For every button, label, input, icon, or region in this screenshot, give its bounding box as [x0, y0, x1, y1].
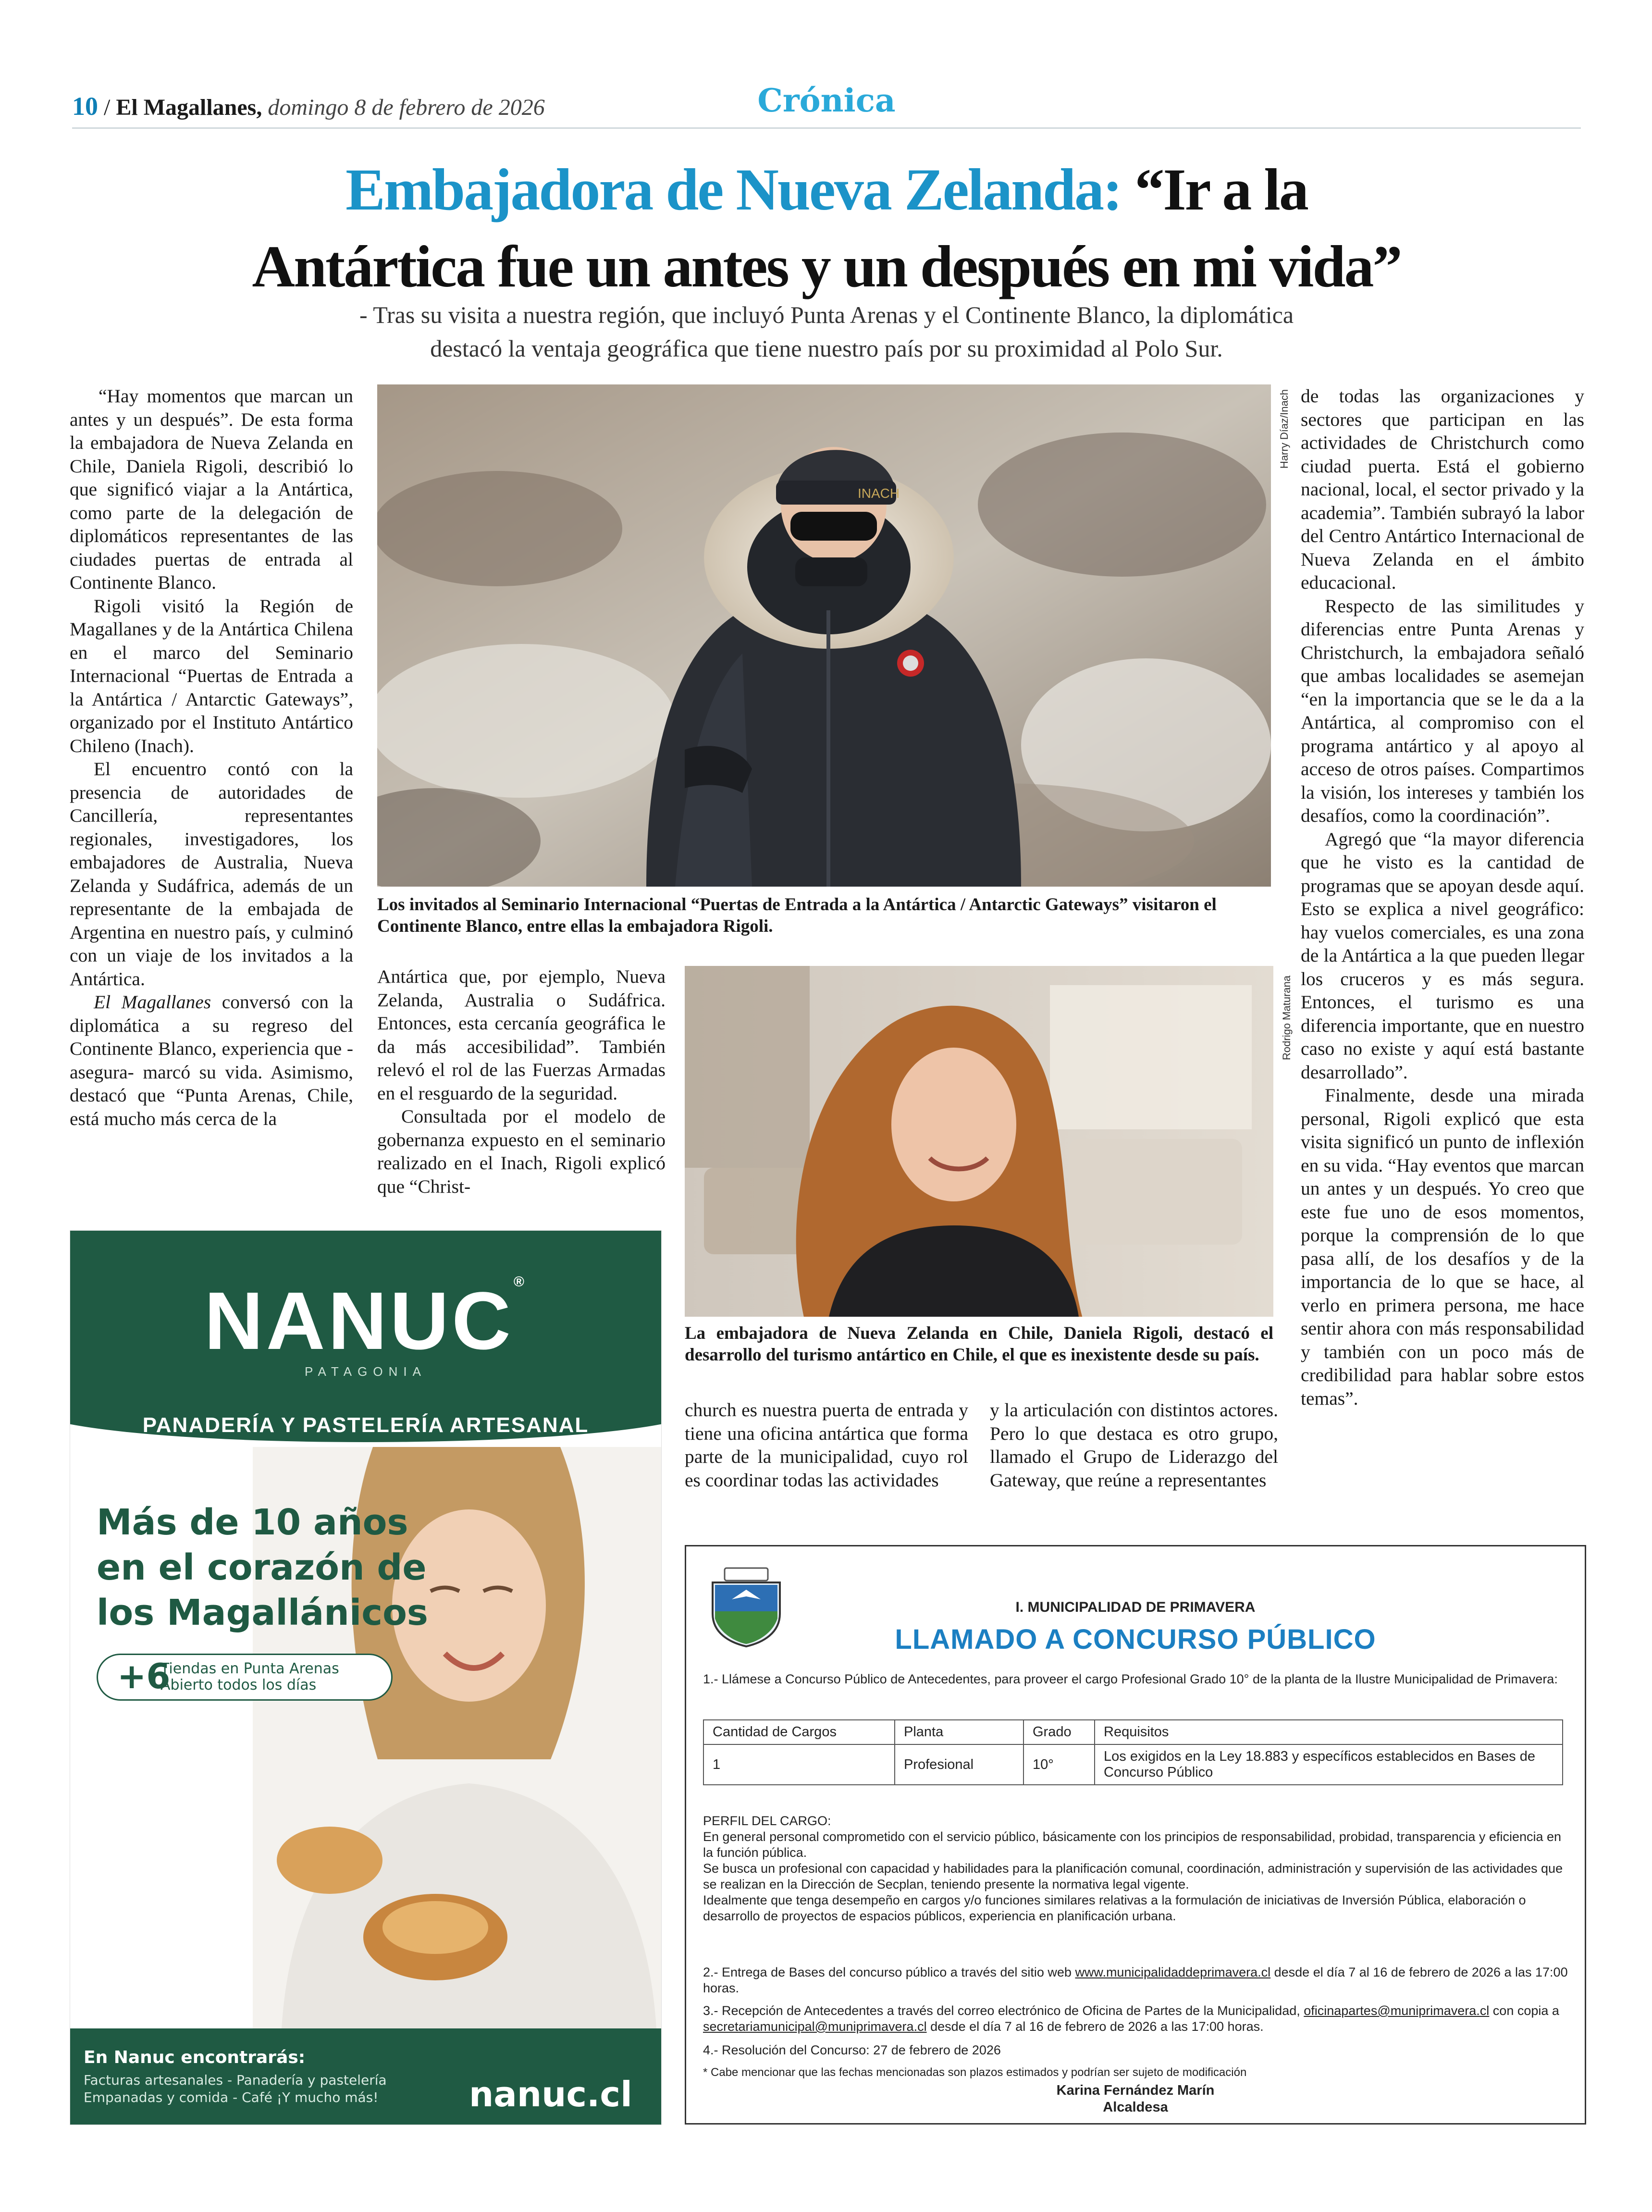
photo1-credit: Harry Díaz/Inach — [1278, 389, 1290, 469]
paragraph: “Hay momentos que marcan un antes y un después”. De esta forma la embajadora de Nueva Zelanda en Chile, Daniela Rigoli, describió lo que significó viajar a la Antártica, como parte de la delegación de diplomáticos representantes de las ciudades puertas de entrada al Continente Blanco. — [70, 385, 353, 593]
stores-count: +6 — [117, 1656, 171, 1696]
ad-tagline — [97, 1500, 481, 1635]
deck-line-1: - Tras su visita a nuestra región, que incluyó Punta Arenas y el Continente Blanco, la diplomática — [359, 301, 1294, 328]
item3-text: 3.- Recepción de Antecedentes a través del correo electrónico de Oficina de Partes de la Municipalidad, — [703, 2003, 1304, 2018]
paragraph: y la articulación con distintos actores. Pero lo que destaca es otro grupo, llamado el Grupo de Liderazgo del Gateway, que reúne a representantes — [990, 1399, 1278, 1491]
ad-encontraras: En Nanuc encontrarás: — [84, 2048, 306, 2067]
stores-line-2: Abierto todos los días — [160, 1677, 317, 1693]
photo1-caption: Los invitados al Seminario Internacional “Puertas de Entrada a la Antártica / Antarctic Gateways” visitaron el Continente Blanco, entre ellas la embajadora Rigoli. — [377, 895, 1217, 936]
notice-item-3 — [703, 2003, 1568, 2035]
deck-line-2: destacó la ventaja geográfica que tiene nuestro país por su proximidad al Polo Sur. — [430, 335, 1223, 362]
paragraph: Rigoli visitó la Región de Magallanes y de la Antártica Chilena en el marco del Seminario Internacional “Puertas de Entrada a la Antártica / Antarctic Gateways”, organizado por el Instituto Antártico Chileno (Inach). — [70, 595, 353, 756]
ad-logo-sub: PATAGONIA — [305, 1364, 427, 1379]
table-header: Cantidad de Cargos — [703, 1720, 895, 1744]
ad-website-link[interactable]: nanuc.cl — [469, 2074, 632, 2114]
notice-item-4: 4.- Resolución del Concurso: 27 de febrero de 2026 — [703, 2043, 1001, 2057]
item3-text-mid: con copia a — [1489, 2003, 1559, 2018]
photo-antarctica — [377, 384, 1271, 887]
table-cell: Profesional — [895, 1744, 1023, 1785]
ad-logo — [70, 1274, 661, 1368]
notice-item-1: 1.- Llámese a Concurso Público de Antecedentes, para proveer el cargo Profesional Grado 10° de la planta de la Ilustre Municipalidad de Primavera: — [703, 1672, 1558, 1686]
headline-accent: Embajadora de Nueva Zelanda: — [345, 157, 1122, 222]
secretaria-email-link[interactable]: secretariamunicipal@muniprimavera.cl — [703, 2019, 927, 2034]
profile-line: Idealmente que tenga desempeño en cargos y/o funciones similares relativas a la formulación de iniciativas de Inversión Pública, elaboración o desarrollo de proyectos de espacios públicos, experiencia en planificación urbana. — [703, 1893, 1526, 1923]
signer-name: Karina Fernández Marín — [1056, 2083, 1215, 2098]
notice-profile — [703, 1813, 1568, 1924]
stores-line-1: Tiendas en Punta Arenas — [160, 1660, 339, 1677]
photo2-caption: La embajadora de Nueva Zelanda en Chile, Daniela Rigoli, destacó el desarrollo del turismo antártico en Chile, el que es inexistente desde su país. — [685, 1323, 1273, 1365]
paragraph: Agregó que “la mayor diferencia que he visto es la cantidad de programas que se apoyan desde aquí. Esto se explica a nivel geográfico: hay vuelos comerciales, es una zona de la Antártica a la que pueden llegar los cruceros y es más segura. Entonces, el turismo es una diferencia importante, que en nuestro caso no existe y aquí está bastante desarrollado”. — [1301, 828, 1584, 1083]
profile-line: En general personal comprometido con el servicio público, básicamente con los principios de responsabilidad, probidad, transparencia y eficiencia en la función pública. — [703, 1829, 1562, 1860]
table-header: Planta — [895, 1720, 1023, 1744]
tagline-line-2: en el corazón de — [97, 1547, 427, 1588]
article-column-3 — [685, 1398, 968, 1492]
notice-table — [703, 1719, 1563, 1785]
municipal-notice — [685, 1545, 1586, 2125]
offer-line-2: Empanadas y comida - Café ¡Y mucho más! — [84, 2089, 379, 2105]
offer-line-1: Facturas artesanales - Panadería y pastelería — [84, 2072, 387, 2088]
header-divider — [72, 127, 1581, 129]
table-cell: 1 — [703, 1744, 895, 1785]
tagline-line-3: los Magallánicos — [97, 1592, 428, 1633]
page-number: 10 — [72, 92, 98, 121]
article-column-5 — [1301, 384, 1584, 1410]
ad-stores-pill — [97, 1654, 393, 1701]
article-column-2 — [377, 965, 666, 1198]
header-separator: / — [104, 95, 111, 120]
publication-name: El Magallanes, — [116, 95, 262, 120]
photo-ambassador-image — [685, 966, 1273, 1317]
article-deck — [192, 298, 1461, 365]
table-cell: Los exigidos en la Ley 18.883 y específicos establecidos en Bases de Concurso Público — [1095, 1744, 1563, 1785]
beanie-text: INACH — [858, 486, 900, 501]
oficina-partes-email-link[interactable]: oficinapartes@muniprimavera.cl — [1304, 2003, 1490, 2018]
paragraph: Antártica que, por ejemplo, Nueva Zelanda, Australia o Sudáfrica. Entonces, esta cercanía geográfica le da más accesibilidad”. También relevó el rol de las Fuerzas Armadas en el resguardo de la seguridad. — [377, 966, 666, 1104]
photo2-credit: Rodrigo Maturana — [1281, 976, 1293, 1061]
item3-text-end: desde el día 7 al 16 de febrero de 2026 a las 17:00 horas. — [926, 2019, 1264, 2034]
notice-signature — [686, 2082, 1585, 2116]
article-headline — [96, 151, 1557, 305]
section-title: Crónica — [757, 82, 896, 119]
page-header — [72, 91, 545, 121]
notice-institution: I. MUNICIPALIDAD DE PRIMAVERA — [1015, 1599, 1256, 1615]
paragraph: Respecto de las similitudes y diferencias entre Punta Arenas y Christchurch, la embajadora señaló que ambas localidades se asemejan “en la importancia que se le da a la Antártica, al compromiso con el programa antártico y al apoyo al acceso de otros países. Compartimos la visión, los intereses y también los desafíos, como la coordinación”. — [1301, 595, 1584, 826]
notice-disclaimer: * Cabe mencionar que las fechas mencionadas son plazos estimados y podrían ser sujeto de modificación — [703, 2066, 1247, 2079]
paragraph: church es nuestra puerta de entrada y tiene una oficina antártica que forma parte de la municipalidad, cuyo rol es coordinar todas las actividades — [685, 1399, 968, 1491]
notice-item-2 — [703, 1965, 1568, 1996]
municipal-website-link[interactable]: www.municipalidaddeprimavera.cl — [1075, 1965, 1271, 1979]
stores-text — [160, 1661, 339, 1693]
registered-mark: ® — [513, 1274, 527, 1290]
newspaper-name-italic: El Magallanes — [94, 991, 211, 1013]
table-header-row — [703, 1720, 1563, 1744]
profile-title: PERFIL DEL CARGO: — [703, 1814, 831, 1828]
item2-text: 2.- Entrega de Bases del concurso público a través del sitio web — [703, 1965, 1075, 1979]
paragraph: Finalmente, desde una mirada personal, Rigoli explicó que esta visita significó un punto de inflexión en su vida. “Hay eventos que marcan un antes y un después. Yo creo que este fue uno de esos momentos, porque la comprensión de lo que pasa allí, de los desafíos y de la importancia de lo que se hace, al verlo en primera persona, me hace sentir ahora con más responsabilidad y también con un poco más de credibilidad para hablar sobre estos temas”. — [1301, 1085, 1584, 1409]
profile-line: Se busca un profesional con capacidad y habilidades para la planificación comunal, coordinación, administración y supervisión de las actividades que se realizan en la Dirección de Secplan, teniendo presente la normativa legal vigente. — [703, 1861, 1563, 1891]
paragraph-text: conversó con la diplomática a su regreso del Continente Blanco, experiencia que -asegura- marcó su vida. Asimismo, destacó que “Punta Arenas, Chile, está mucho más cerca de la — [70, 991, 353, 1129]
photo-antarctica-image — [377, 384, 1271, 887]
headline-quote-start: “Ir a la — [1134, 157, 1307, 222]
publication-date: domingo 8 de febrero de 2026 — [268, 95, 545, 120]
article-column-1 — [70, 384, 353, 1130]
paragraph — [70, 990, 353, 1130]
ad-logo-text: NANUC — [204, 1275, 514, 1367]
photo-ambassador — [685, 966, 1273, 1317]
paragraph: El encuentro contó con la presencia de autoridades de Cancillería, representantes regionales, investigadores, los embajadores de Australia, Nueva Zelanda y Sudáfrica, además de un representante de la embajada de Argentina en nuestro país, y culminó con un viaje de los invitados a la Antártica. — [70, 758, 353, 989]
table-header: Requisitos — [1095, 1720, 1563, 1744]
tagline-line-1: Más de 10 años — [97, 1502, 408, 1543]
item2-text-end: desde el día 7 al 16 de febrero de 2026 a las 17:00 horas. — [703, 1965, 1568, 1995]
paragraph: de todas las organizaciones y sectores que participan en las actividades de Christchurch como ciudad puerta. Está el gobierno nacional, local, el sector privado y la academia”. También subrayó la labor del Centro Antártico Internacional de Nueva Zelanda en el ámbito educacional. — [1301, 385, 1584, 593]
notice-title: LLAMADO A CONCURSO PÚBLICO — [895, 1624, 1376, 1655]
paragraph: Consultada por el modelo de gobernanza expuesto en el seminario realizado en el Inach, Rigoli explicó que “Christ- — [377, 1106, 666, 1197]
ad-nanuc[interactable] — [70, 1230, 662, 2125]
ad-offer-list — [84, 2072, 478, 2106]
article-column-4 — [990, 1398, 1278, 1492]
table-cell: 10° — [1023, 1744, 1095, 1785]
table-header: Grado — [1023, 1720, 1095, 1744]
table-row — [703, 1744, 1563, 1785]
headline-line-2: Antártica fue un antes y un después en mi vida” — [252, 234, 1401, 299]
ad-band-text: PANADERÍA Y PASTELERÍA ARTESANAL — [142, 1413, 589, 1437]
signer-role: Alcaldesa — [1103, 2100, 1168, 2115]
